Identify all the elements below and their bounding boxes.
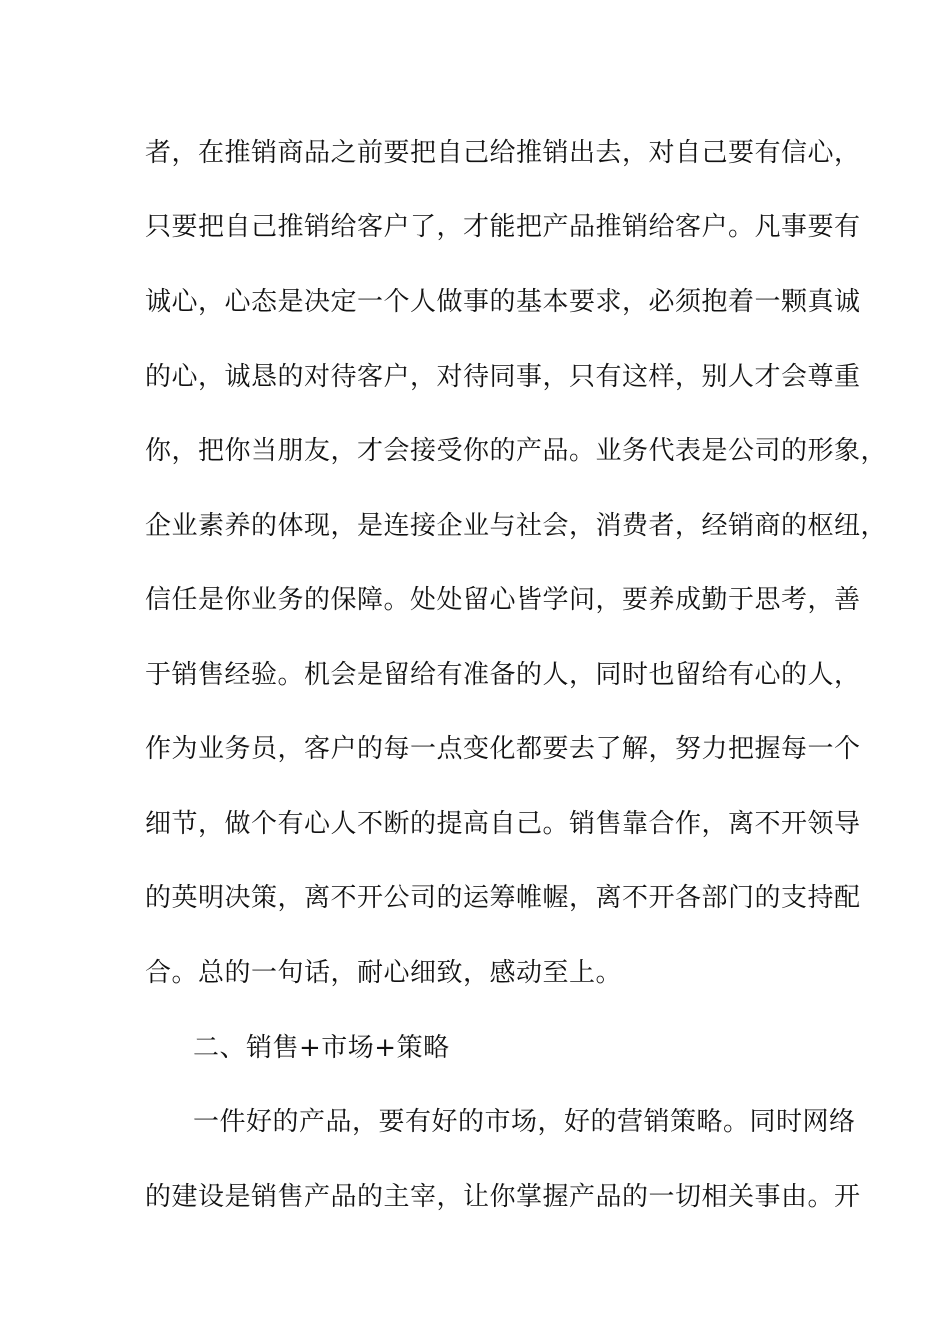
paragraph-line: 信任是你业务的保障。处处留心皆学问，要养成勤于思考，善 [145,585,861,615]
paragraph-line: 一件好的产品，要有好的市场，好的营销策略。同时网络 [193,1107,856,1137]
paragraph-line: 者，在推销商品之前要把自己给推销出去，对自己要有信心， [145,138,861,168]
paragraph-line: 合。总的一句话，耐心细致，感动至上。 [145,958,623,988]
paragraph-line: 作为业务员，客户的每一点变化都要去了解，努力把握每一个 [145,734,861,764]
paragraph-line: 企业素养的体现，是连接企业与社会，消费者，经销商的枢纽， [145,511,888,541]
paragraph-line: 的建设是销售产品的主宰，让你掌握产品的一切相关事由。开 [145,1182,861,1212]
paragraph-line: 诚心，心态是决定一个人做事的基本要求，必须抱着一颗真诚 [145,287,861,317]
paragraph-line: 于销售经验。机会是留给有准备的人，同时也留给有心的人， [145,660,861,690]
paragraph-line: 的心，诚恳的对待客户，对待同事，只有这样，别人才会尊重 [145,362,861,392]
paragraph-line: 只要把自己推销给客户了，才能把产品推销给客户。凡事要有 [145,212,861,242]
paragraph-line: 你，把你当朋友，才会接受你的产品。业务代表是公司的形象， [145,436,888,466]
paragraph-line: 细节，做个有心人不断的提高自己。销售靠合作，离不开领导 [145,809,861,839]
paragraph-line: 的英明决策，离不开公司的运筹帷幄，离不开各部门的支持配 [145,883,861,913]
section-heading: 二、销售+市场+策略 [193,1033,450,1063]
